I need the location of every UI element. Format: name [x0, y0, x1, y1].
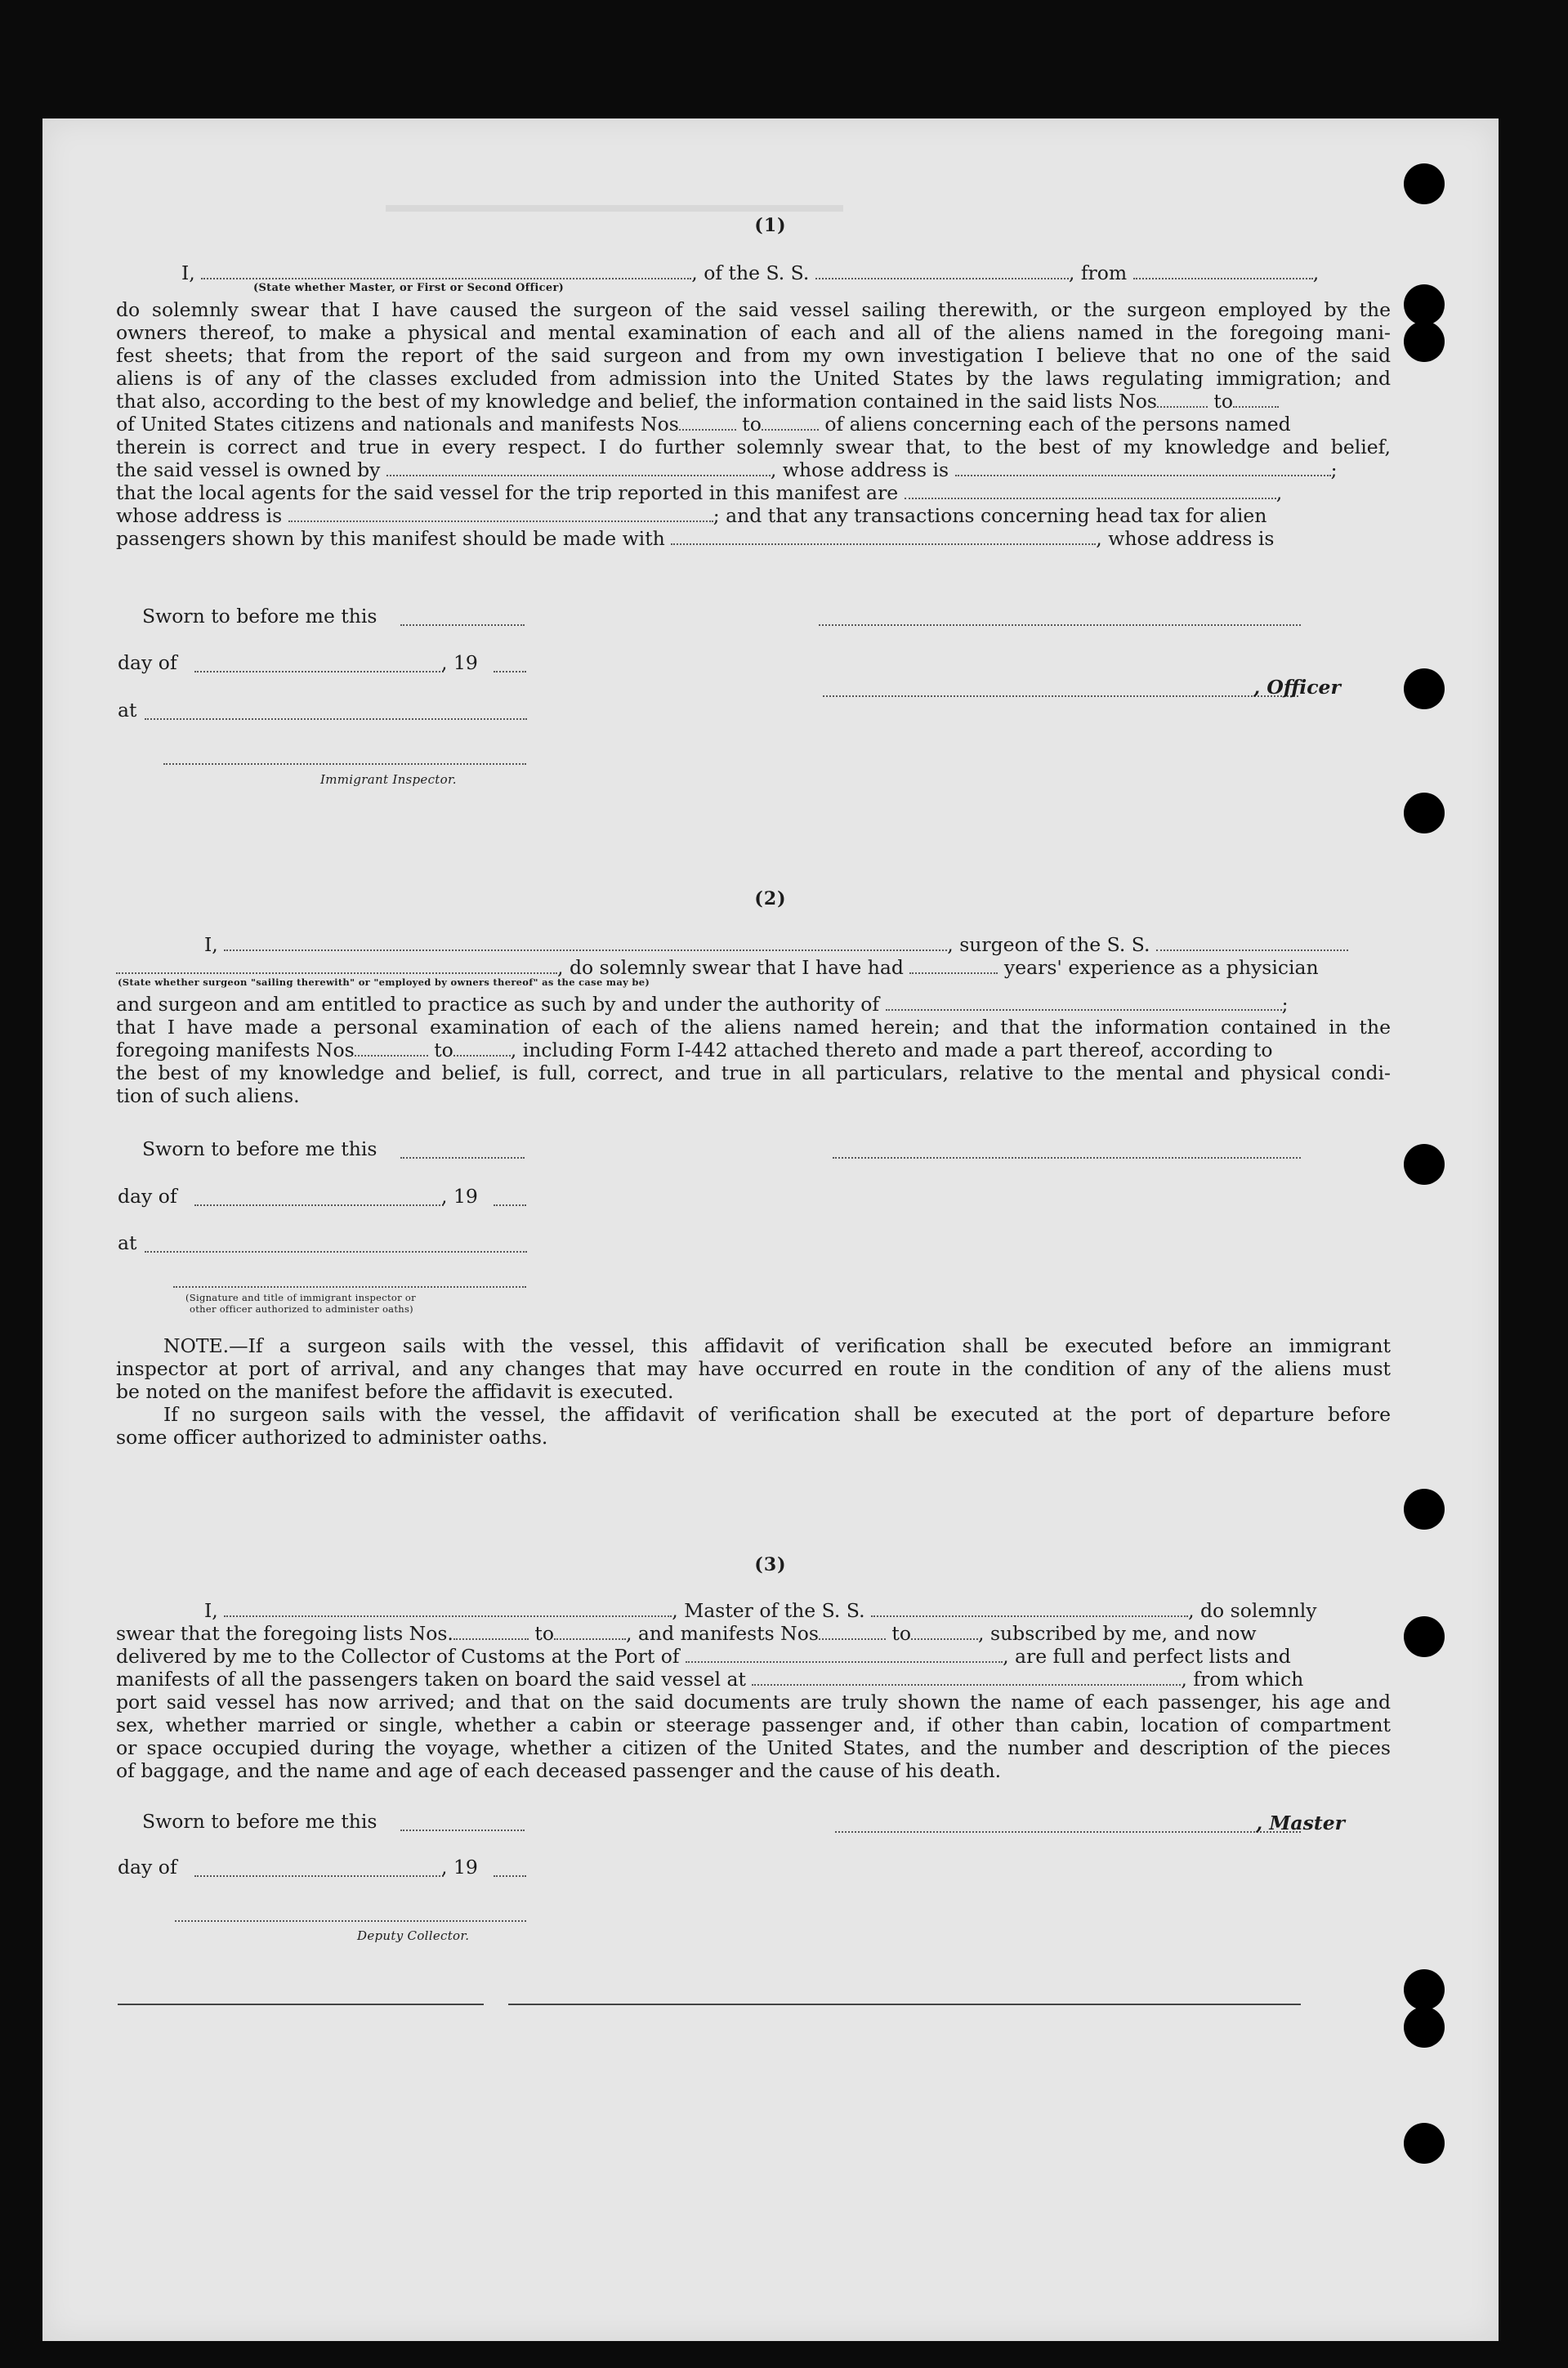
lists-from-field[interactable] [1157, 391, 1208, 408]
s3-line-5: port said vessel has now arrived; and that on the said documents are truly shown the name of each passenger, his age and [116, 1691, 1391, 1713]
s2-at-label: at [118, 1231, 137, 1254]
bottom-rule-left [118, 2004, 484, 2005]
officer-rank-field[interactable] [201, 263, 691, 279]
s1-line-head-tax: passengers shown by this manifest should be made with , whose address is [116, 527, 1275, 550]
s1-body-line-4: aliens is of any of the classes excluded from admission into the United States by the laws regulating immigration; and [116, 367, 1391, 390]
s2-note-5: some officer authorized to administer oaths. [116, 1426, 548, 1449]
s2-sworn-date-field[interactable] [400, 1155, 525, 1159]
s1-body-line-1: do solemnly swear that I have caused the surgeon of the said vessel sailing therewith, or the surgeon employed by the [116, 298, 1391, 321]
s2-line-3: and surgeon and am entitled to practice as such by and under the authority of ; [116, 993, 1289, 1016]
agent-address-field[interactable] [288, 506, 713, 522]
manifests-from-field[interactable] [679, 414, 736, 431]
owner-field[interactable] [386, 460, 771, 476]
s1-line-owner: the said vessel is owned by , whose address is ; [116, 458, 1338, 481]
s1-body-line-3: fest sheets; that from the report of the said surgeon and from my own investigation I believe that no one of the said [116, 344, 1391, 367]
s3-line-4: manifests of all the passengers taken on board the said vessel at , from which [116, 1668, 1304, 1691]
s2-sig-caption-2: other officer authorized to administer oaths) [190, 1303, 413, 1315]
s2-month-field[interactable] [194, 1203, 444, 1206]
s3-vessel-field[interactable] [871, 1601, 1188, 1617]
s2-year-field[interactable] [494, 1203, 526, 1206]
s1-sworn-date-field[interactable] [400, 623, 525, 626]
s3-line-8: of baggage, and the name and age of each deceased passenger and the cause of his death. [116, 1759, 1002, 1782]
punch-hole-5 [1404, 793, 1445, 833]
s3-month-field[interactable] [194, 1874, 444, 1877]
punch-hole-2 [1404, 284, 1445, 325]
head-tax-contact-field[interactable] [671, 529, 1096, 545]
s1-line-manifests: of United States citizens and nationals and manifests Nos to of aliens concerning each of the persons named [116, 413, 1291, 436]
s1-line-lists: that also, according to the best of my knowledge and belief, the information contained in the said lists Nos to [116, 390, 1391, 413]
port-from-field[interactable] [1133, 263, 1313, 279]
s2-line-1: I, , surgeon of the S. S. [116, 933, 1391, 957]
s2-line-7: tion of such aliens. [116, 1084, 300, 1107]
s3-dayof-label: day of [118, 1856, 177, 1879]
s1-month-field[interactable] [194, 669, 444, 672]
section-3-number: (3) [754, 1554, 787, 1575]
s2-note-4: If no surgeon sails with the vessel, the affidavit of verification shall be executed at the port of departure before [163, 1403, 1391, 1426]
local-agents-field[interactable] [905, 483, 1276, 499]
s2-surgeon-signature-field[interactable] [833, 1155, 1301, 1159]
punch-hole-6 [1404, 1144, 1445, 1185]
s1-officer-label: , Officer [1253, 676, 1341, 699]
punch-hole-1 [1404, 163, 1445, 204]
s2-dayof-label: day of [118, 1185, 177, 1208]
punch-hole-4 [1404, 668, 1445, 709]
s1-officer-title-field[interactable] [823, 694, 1298, 697]
lists-to-field[interactable] [1233, 391, 1279, 408]
s3-line-7: or space occupied during the voyage, whether a citizen of the United States, and the number and description of the pieces [116, 1736, 1391, 1759]
punch-hole-8 [1404, 1616, 1445, 1657]
surgeon-name-field[interactable] [224, 935, 947, 951]
s2-note-3: be noted on the manifest before the affidavit is executed. [116, 1380, 674, 1403]
s2-inspector-signature-field[interactable] [173, 1285, 526, 1288]
manifests-to-field[interactable] [762, 414, 819, 431]
s2-note-2: inspector at port of arrival, and any changes that may have occurred en route in the condition of any of the aliens must [116, 1357, 1391, 1380]
surgeon-status-field[interactable] [116, 958, 557, 974]
s1-sworn-label: Sworn to before me this [142, 605, 377, 628]
s2-line-5: foregoing manifests Nos to , including Form I-442 attached thereto and made a part thereof, according to [116, 1039, 1273, 1061]
s1-officer-signature-field[interactable] [819, 623, 1301, 626]
s2-at-place-field[interactable] [145, 1249, 527, 1253]
s1-dayof-label: day of [118, 651, 177, 674]
s3-year-label: , 19 [441, 1856, 478, 1879]
s3-lists-to-field[interactable] [554, 1624, 626, 1640]
s3-line-3: delivered by me to the Collector of Customs at the Port of , are full and perfect lists and [116, 1645, 1291, 1668]
bottom-rule-right [508, 2004, 1301, 2005]
s2-manifests-from-field[interactable] [355, 1040, 428, 1057]
years-experience-field[interactable] [909, 958, 998, 974]
s2-caption-status: (State whether surgeon "sailing therewith" or "employed by owners thereof" as the case may be) [118, 976, 650, 988]
s3-manifests-from-field[interactable] [819, 1624, 886, 1640]
s3-sworn-date-field[interactable] [400, 1828, 525, 1831]
s3-lists-from-field[interactable] [453, 1624, 529, 1640]
s3-sworn-label: Sworn to before me this [142, 1810, 377, 1833]
section-1-number: (1) [754, 215, 787, 236]
owner-address-field[interactable] [955, 460, 1331, 476]
bleed-through-text [386, 196, 843, 217]
s2-vessel-field[interactable] [1156, 935, 1348, 951]
section-2-number: (2) [754, 888, 787, 909]
s3-line-6: sex, whether married or single, whether a cabin or steerage passenger and, if other than cabin, location of compartment [116, 1713, 1391, 1736]
s2-note-1: NOTE.—If a surgeon sails with the vessel, this affidavit of verification shall be executed before an immigrant [163, 1334, 1391, 1357]
s1-body-line-2: owners thereof, to make a physical and mental examination of each and all of the aliens named in the foregoing mani- [116, 321, 1391, 344]
punch-hole-9 [1404, 1969, 1445, 2010]
port-of-departure-field[interactable] [752, 1669, 1181, 1686]
s1-line-agents: that the local agents for the said vessel for the trip reported in this manifest are , [116, 481, 1283, 504]
s1-at-label: at [118, 699, 137, 722]
s1-line-1: I, , of the S. S. , from , [181, 261, 1320, 284]
form-page [42, 118, 1499, 2341]
s1-year-field[interactable] [494, 669, 526, 672]
s3-line-1: I, , Master of the S. S. , do solemnly [204, 1599, 1317, 1622]
master-name-field[interactable] [224, 1601, 672, 1617]
s3-master-label: , Master [1256, 1812, 1346, 1834]
s3-collector-signature-field[interactable] [175, 1919, 526, 1922]
punch-hole-10 [1404, 2007, 1445, 2048]
s2-line-2: , do solemnly swear that I have had years' experience as a physician [116, 956, 1391, 980]
punch-hole-11 [1404, 2123, 1445, 2164]
s2-line-6: the best of my knowledge and belief, is full, correct, and true in all particulars, relative to the mental and physical condi- [116, 1061, 1391, 1084]
s2-line-4: that I have made a personal examination of each of the aliens named herein; and that the information contained in the [116, 1016, 1391, 1039]
s1-line-agent-address: whose address is ; and that any transactions concerning head tax for alien [116, 504, 1267, 527]
s3-master-signature-field[interactable] [835, 1830, 1301, 1833]
s3-manifests-to-field[interactable] [911, 1624, 978, 1640]
s2-sig-caption-1: (Signature and title of immigrant inspector or [185, 1292, 416, 1303]
s1-year-label: , 19 [441, 651, 478, 674]
authority-field[interactable] [886, 994, 1282, 1011]
s1-at-place-field[interactable] [145, 717, 527, 720]
s2-year-label: , 19 [441, 1185, 478, 1208]
s3-collector-caption: Deputy Collector. [357, 1928, 470, 1943]
port-of-arrival-field[interactable] [686, 1646, 1003, 1663]
s3-line-2: swear that the foregoing lists Nos. to , and manifests Nos to , subscribed by me, and now [116, 1622, 1257, 1645]
s3-year-field[interactable] [494, 1874, 526, 1877]
vessel-name-field[interactable] [815, 263, 1069, 279]
punch-hole-7 [1404, 1489, 1445, 1530]
s1-inspector-caption: Immigrant Inspector. [320, 772, 457, 787]
punch-hole-3 [1404, 321, 1445, 362]
s2-manifests-to-field[interactable] [453, 1040, 511, 1057]
s2-sworn-label: Sworn to before me this [142, 1137, 377, 1160]
s1-body-line-11: therein is correct and true in every respect. I do further solemnly swear that, to the best of my knowledge and belief, [116, 436, 1391, 458]
s1-caption-rank: (State whether Master, or First or Second Officer) [253, 282, 565, 294]
s1-inspector-signature-field[interactable] [163, 762, 526, 765]
